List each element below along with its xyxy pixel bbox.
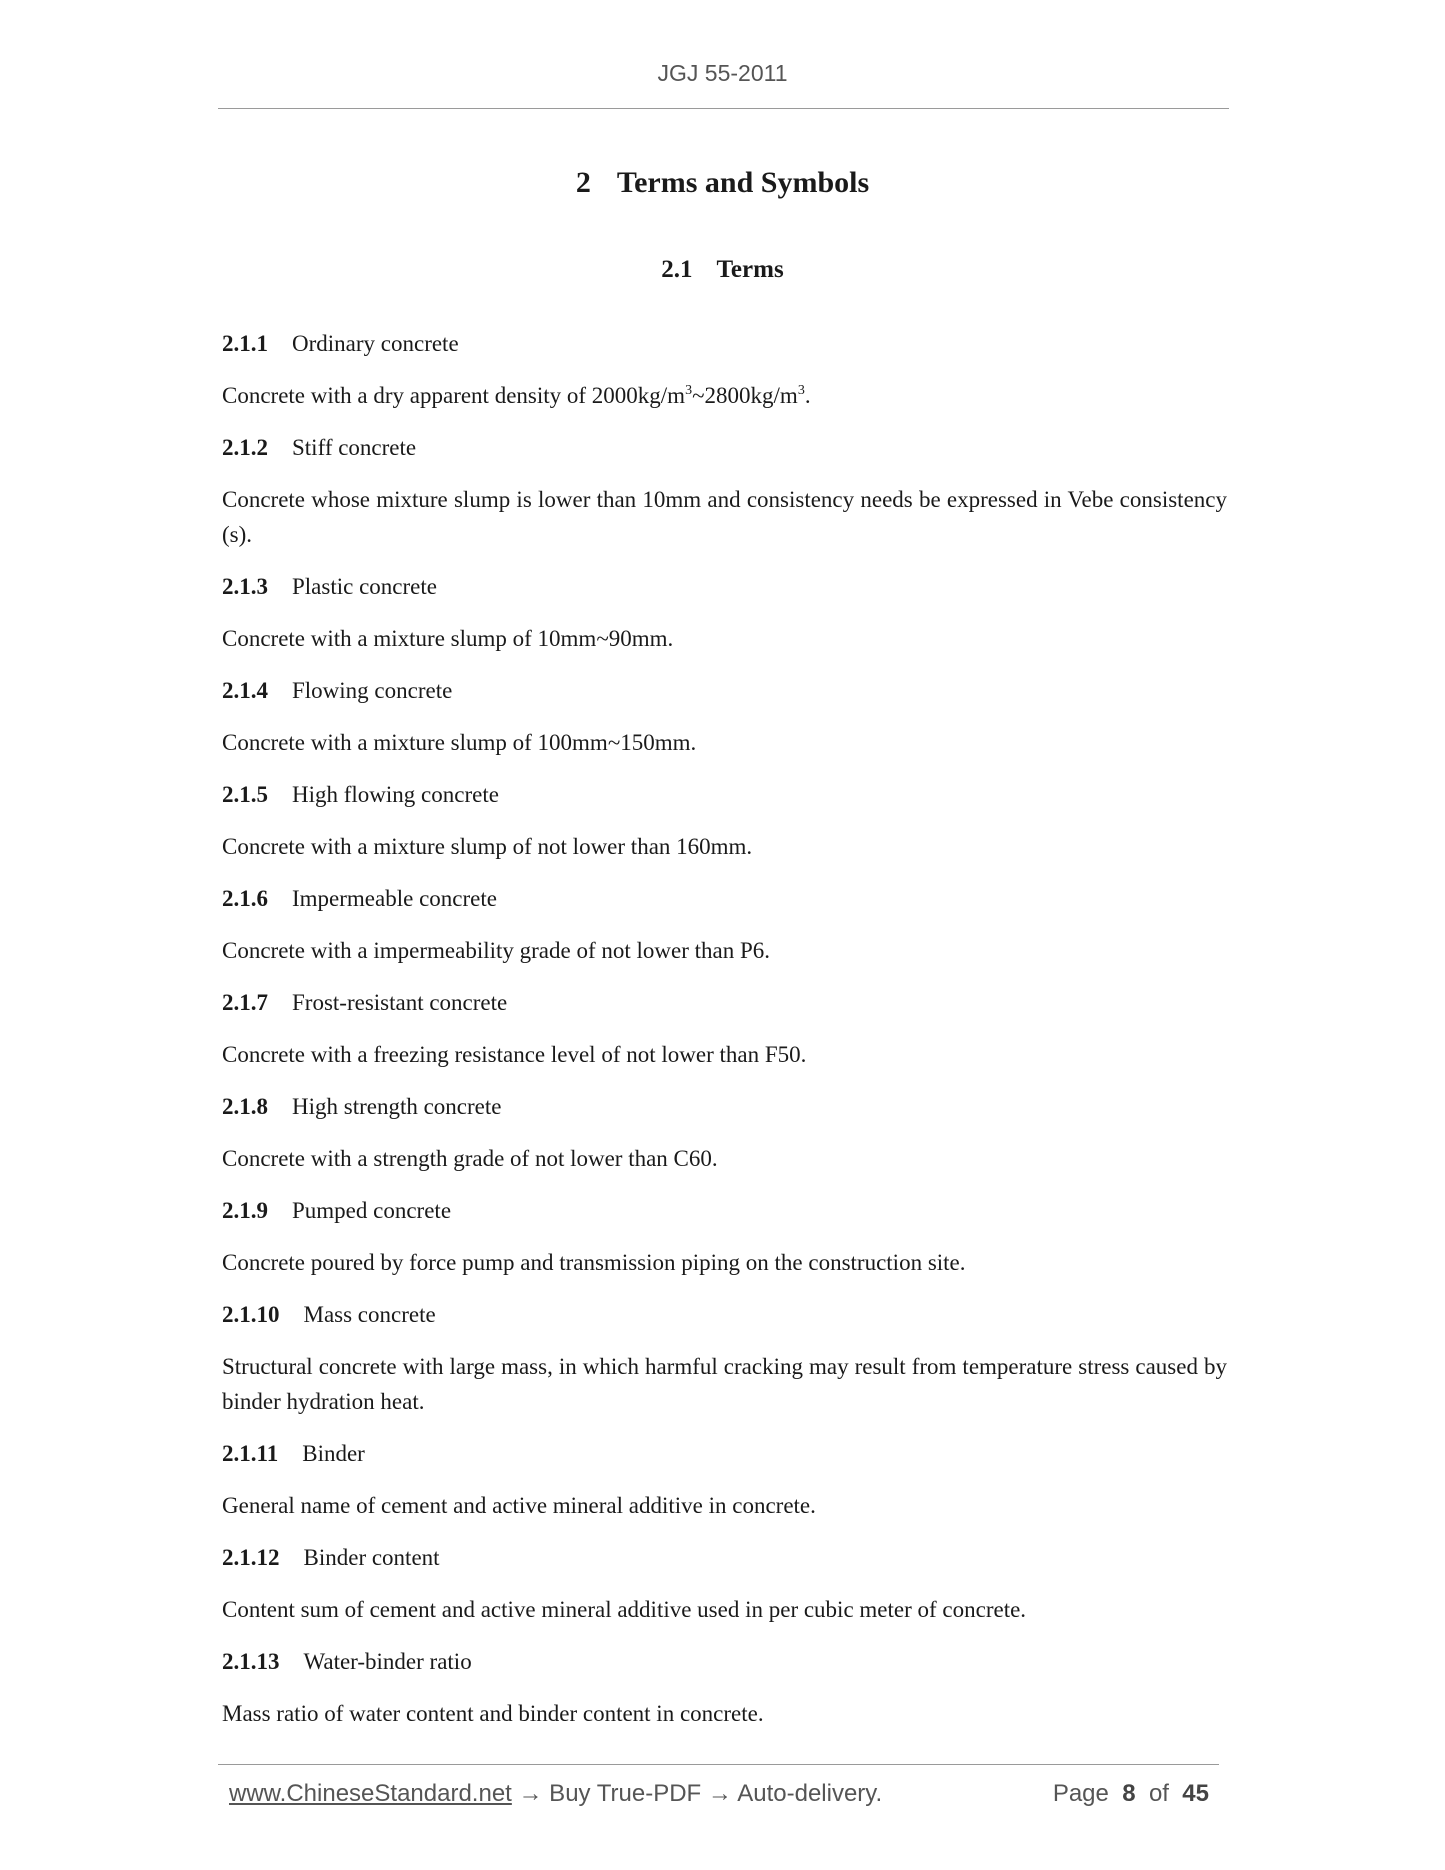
term-heading	[222, 985, 1227, 1020]
footer-divider	[218, 1764, 1219, 1765]
term-name: High strength concrete	[292, 1094, 502, 1119]
term-heading	[222, 1193, 1227, 1228]
page-label: Page	[1052, 1780, 1109, 1807]
term-number: 2.1.9	[222, 1198, 268, 1223]
term-name: High flowing concrete	[292, 782, 499, 807]
section-heading	[0, 256, 1445, 284]
definition-text: .	[804, 383, 811, 408]
term-definition: Concrete with a mixture slump of not lower than 160mm.	[222, 834, 753, 859]
term-number: 2.1.12	[222, 1545, 280, 1570]
term-heading	[222, 569, 1227, 604]
term-heading	[222, 1297, 1227, 1332]
term-name: Ordinary concrete	[292, 331, 459, 356]
term-definition: Concrete with a mixture slump of 10mm~90mm.	[222, 626, 674, 651]
term-name: Flowing concrete	[292, 678, 453, 703]
superscript: 3	[797, 383, 805, 398]
term-name: Binder	[302, 1441, 365, 1466]
term-name: Mass concrete	[303, 1302, 436, 1327]
term-heading	[222, 777, 1227, 812]
term-definition: Concrete with a freezing resistance level of not lower than F50.	[222, 1042, 807, 1067]
term-number: 2.1.3	[222, 574, 268, 599]
term-heading	[222, 1540, 1227, 1575]
section-title: Terms	[716, 256, 784, 283]
term-number: 2.1.4	[222, 678, 268, 703]
term-heading	[222, 881, 1227, 916]
term-heading	[222, 1089, 1227, 1124]
term-definition	[222, 378, 1227, 413]
term-name: Pumped concrete	[292, 1198, 452, 1223]
term-number: 2.1.2	[222, 435, 268, 460]
term-number: 2.1.13	[222, 1649, 280, 1674]
section-number: 2.1	[661, 256, 693, 283]
term-number: 2.1.8	[222, 1094, 268, 1119]
superscript: 3	[685, 383, 693, 398]
term-number: 2.1.5	[222, 782, 268, 807]
term-number: 2.1.10	[222, 1302, 280, 1327]
page-current: 8	[1122, 1780, 1136, 1807]
footer-promo	[229, 1780, 882, 1808]
term-definition: Concrete with a strength grade of not lower than C60.	[222, 1146, 718, 1171]
page-footer	[229, 1780, 1209, 1816]
term-name: Stiff concrete	[292, 435, 417, 460]
footer-promo-text: → Buy True-PDF → Auto-delivery.	[511, 1780, 883, 1807]
website-link[interactable]: www.ChineseStandard.net	[229, 1780, 512, 1807]
chapter-heading	[0, 166, 1445, 200]
definition-text: Concrete with a dry apparent density of 2000kg/m	[222, 383, 686, 408]
term-definition: Concrete poured by force pump and transmission piping on the construction site.	[222, 1250, 966, 1275]
term-heading	[222, 326, 1227, 361]
term-definition: Structural concrete with large mass, in which harmful cracking may result from temperature stress caused by binder hydration heat.	[222, 1354, 1227, 1414]
term-number: 2.1.11	[222, 1441, 279, 1466]
chapter-title: Terms and Symbols	[616, 166, 870, 199]
page-indicator	[1053, 1780, 1209, 1808]
definition-text: ~2800kg/m	[692, 383, 798, 408]
term-heading	[222, 1436, 1227, 1471]
term-heading	[222, 430, 1227, 465]
term-number: 2.1.1	[222, 331, 268, 356]
term-name: Binder content	[303, 1545, 440, 1570]
term-heading	[222, 1644, 1227, 1679]
term-name: Frost-resistant concrete	[292, 990, 508, 1015]
term-number: 2.1.7	[222, 990, 268, 1015]
terms-list	[222, 326, 1227, 1748]
term-definition: Mass ratio of water content and binder content in concrete.	[222, 1701, 764, 1726]
running-header: JGJ 55-2011	[657, 60, 788, 86]
header-divider	[218, 108, 1229, 109]
term-name: Water-binder ratio	[303, 1649, 472, 1674]
of-label: of	[1148, 1780, 1169, 1807]
term-definition: Concrete with a mixture slump of 100mm~150mm.	[222, 730, 697, 755]
term-number: 2.1.6	[222, 886, 268, 911]
chapter-number: 2	[575, 166, 591, 199]
term-name: Plastic concrete	[292, 574, 437, 599]
term-definition: Concrete with a impermeability grade of not lower than P6.	[222, 938, 771, 963]
term-definition: Concrete whose mixture slump is lower than 10mm and consistency needs be expressed in Vebe consistency (s).	[222, 487, 1227, 547]
page-total: 45	[1182, 1780, 1209, 1807]
term-definition: General name of cement and active mineral additive in concrete.	[222, 1493, 816, 1518]
term-heading	[222, 673, 1227, 708]
term-name: Impermeable concrete	[292, 886, 497, 911]
term-definition: Content sum of cement and active mineral additive used in per cubic meter of concrete.	[222, 1597, 1027, 1622]
